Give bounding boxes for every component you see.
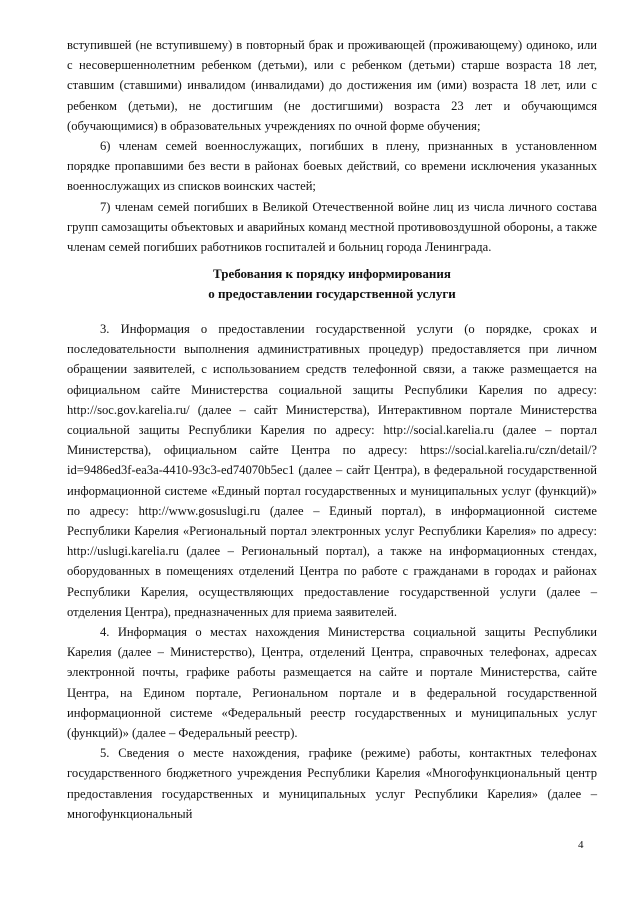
page-number: 4 (578, 839, 584, 851)
paragraph-3: 3. Информация о предоставлении государственной услуги (о порядке, сроках и последовательности выполнения административных процедур) предоставляется при личном обращении заявителей, с использованием средств телефонной связи, а также размещается на официальном сайте Министерства социальной защиты Республики Карелия по адресу: http://soc.gov.karelia.ru/ (далее – сайт Министерства), Интерактивном портале Министерства социальной защиты Республики Карелия по адресу: http://social.karelia.ru (далее – портал Министерства), официальном сайте Центра по адресу: https://social.karelia.ru/czn/detail/?id=9486ed3f-ea3a-4410-93c3-ed74070b5ec1 (далее – сайт Центра), в федеральной государственной информационной системе «Единый портал государственных и муниципальных услуг (функций)» по адресу: http://www.gosuslugi.ru (далее – Единый портал), в информационной системе Республики Карелия «Региональный портал электронных услуг Республики Карелия» по адресу: http://uslugi.karelia.ru (далее – Региональный портал), а также на информационных стендах, оборудованных в помещениях отделений Центра по работе с гражданами в городах и районах Республики Карелия, осуществляющих предоставление государственной услуги (далее – отделения Центра), предназначенных для приема заявителей. (67, 322, 597, 619)
text-block-bottom (67, 319, 597, 824)
section-heading-line-1: Требования к порядку информирования (213, 266, 451, 281)
section-heading-line-2: о предоставлении государственной услуги (208, 286, 456, 301)
list-item-6: 6) членам семей военнослужащих, погибших в плену, признанных в установленном порядке пропавшими без вести в районах боевых действий, со времени исключения указанных военнослужащих из списков воинских частей; (67, 139, 597, 194)
text-block-top (67, 35, 597, 257)
section-heading (67, 264, 597, 304)
list-item-7: 7) членам семей погибших в Великой Отечественной войне лиц из числа личного состава групп самозащиты объектовых и аварийных команд местной противовоздушной обороны, а также членам семей погибших работников госпиталей и больниц города Ленинграда. (67, 199, 597, 255)
paragraph-5: 5. Сведения о месте нахождения, графике (режиме) работы, контактных телефонах государственного бюджетного учреждения Республики Карелия «Многофункциональный центр предоставления государственных и муниципальных услуг Республики Карелия» (далее – многофункциональный (67, 746, 597, 821)
paragraph-4: 4. Информация о местах нахождения Министерства социальной защиты Республики Карелия (далее – Министерство), Центра, отделений Центра, справочных телефонах, адресах электронной почты, графике работы размещается на сайте и портале Министерства, сайте Центра, на Едином портале, Региональном портале и в федеральной государственной информационной системе «Федеральный реестр государственных и муниципальных услуг (функций)» (далее – Федеральный реестр). (67, 625, 597, 741)
paragraph-continuation: вступившей (не вступившему) в повторный брак и проживающей (проживающему) одиноко, или с несовершеннолетним ребенком (детьми), или с ребенком (детьми) старше возраста 18 лет, ставшим (ставшими) инвалидом (инвалидами) до достижения им (ими) возраста 18 лет, или с ребенком (детьми), не достигшим (не достигшими) возраста 23 лет и обучающимся (обучающимися) в образовательных учреждениях по очной форме обучения; (67, 38, 597, 133)
